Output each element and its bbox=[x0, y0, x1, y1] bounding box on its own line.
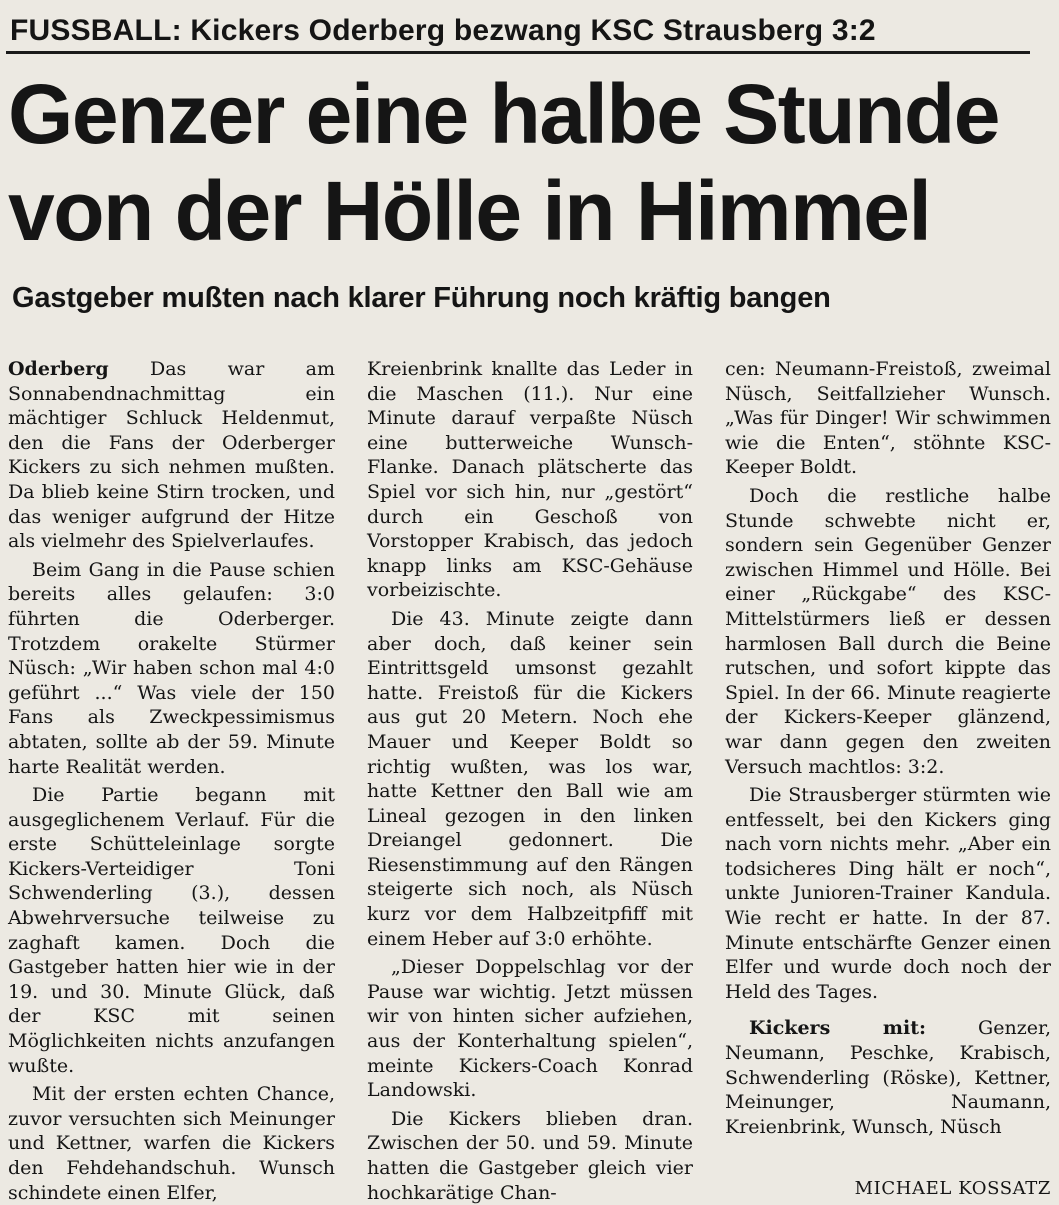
paragraph: cen: Neumann-Freistoß, zweimal Nüsch, Seitfallzieher Wunsch. „Was für Dinger! Wir schwimmen wie die Enten“, stöhnte KSC-Keeper Boldt. bbox=[725, 358, 1051, 479]
article-subheadline: Gastgeber mußten nach klarer Führung noch kräftig bangen bbox=[12, 282, 831, 314]
paragraph bbox=[8, 357, 335, 554]
paragraph: Die 43. Minute zeigte dann aber doch, daß keiner sein Eintrittsgeld umsonst gezahlt hatte. Freistoß für die Kickers aus gut 20 Metern. Noch ehe Mauer und Keeper Boldt so richtig wußten, was los war, hatte Kettner den Ball wie am Lineal gezogen in den linken Dreiangel gedonnert. Die Riesenstimmung auf den Rängen steigerte sich noch, als Nüsch kurz vor dem Halbzeitpfiff mit einem Heber auf 3:0 erhöhte. bbox=[367, 607, 693, 950]
text-column-2 bbox=[367, 357, 693, 1205]
paragraph: Die Strausberger stürmten wie entfesselt, bei den Kickers ging nach vorn nichts mehr. „Aber ein todsicheres Ding hält er noch“, unkte Junioren-Trainer Kandula. Wie recht er hatte. In der 87. Minute entschärfte Genzer einen Elfer und wurde doch noch der Held des Tages. bbox=[725, 784, 1051, 1003]
article-headline bbox=[8, 66, 1058, 260]
paragraph: Die Partie begann mit ausgeglichenem Verlauf. Für die erste Schütteleinlage sorgte Kickers-Verteidiger Toni Schwenderling (3.), dessen Abwehrversuche teilweise zu zaghaft kamen. Doch die Gastgeber hatten hier wie in der 19. und 30. Minute Glück, daß der KSC mit seinen Möglichkeiten nichts anzufangen wußte. bbox=[8, 784, 335, 1077]
lineup-text: Genzer, Neumann, Peschke, Krabisch, Schwenderling (Röske), Kettner, Meinunger, Naumann, Kreienbrink, Wunsch, Nüsch bbox=[725, 1017, 1051, 1138]
paragraph: Doch die restliche halbe Stunde schwebte nicht er, sondern sein Gegenüber Genzer zwischen Himmel und Hölle. Bei einer „Rückgabe“ des KSC-Mittelstürmers ließ er dessen harmlosen Ball durch die Beine rutschen, und sofort kippte das Spiel. In der 66. Minute reagierte der Kickers-Keeper glänzend, war dann gegen den zweiten Versuch machtlos: 3:2. bbox=[725, 484, 1051, 778]
headline-line-1: Genzer eine halbe Stunde bbox=[8, 67, 999, 161]
dateline: Oderberg bbox=[8, 358, 109, 380]
article-kicker: FUSSBALL: Kickers Oderberg bezwang KSC Strausberg 3:2 bbox=[10, 14, 876, 47]
paragraph: Die Kickers blieben dran. Zwischen der 50. und 59. Minute hatten die Gastgeber gleich vier hochkarätige Chan- bbox=[367, 1107, 693, 1204]
paragraph: „Dieser Doppelschlag vor der Pause war wichtig. Jetzt müssen wir von hinten sicher aufziehen, aus der Konterhaltung spielen“, meinte Kickers-Coach Konrad Landowski. bbox=[367, 956, 693, 1102]
kicker-divider bbox=[6, 51, 1030, 54]
lineup-label: Kickers mit: bbox=[749, 1017, 926, 1040]
paragraph-text: Das war am Sonnabendnachmittag ein mächtiger Schluck Heldenmut, den die Fans der Oderberger Kickers zu sich nehmen mußten. Da blieb keine Stirn trocken, und das weniger aufgrund der Hitze als vielmehr des Spielverlaufes. bbox=[8, 358, 335, 553]
paragraph: Mit der ersten echten Chance, zuvor versuchten sich Meinunger und Kettner, warfen die Kickers den Fehdehandschuh. Wunsch schindete einen Elfer, bbox=[8, 1083, 335, 1204]
paragraph: Beim Gang in die Pause schien bereits alles gelaufen: 3:0 führten die Oderberger. Trotzdem orakelte Stürmer Nüsch: „Wir haben schon mal 4:0 geführt ...“ Was viele der 150 Fans als Zweckpessimismus abtaten, sollte ab der 59. Minute harte Realität werden. bbox=[8, 558, 335, 778]
paragraph: Kreienbrink knallte das Leder in die Maschen (11.). Nur eine Minute darauf verpaßte Nüsch eine butterweiche Wunsch-Flanke. Danach plätscherte das Spiel vor sich hin, nur „gestört“ durch ein Geschoß von Vorstopper Krabisch, das jedoch knapp links am KSC-Gehäuse vorbeizischte. bbox=[367, 358, 693, 602]
headline-line-2: von der Hölle in Himmel bbox=[8, 164, 931, 258]
author-byline: MICHAEL KOSSATZ bbox=[854, 1178, 1051, 1199]
lineup-paragraph bbox=[725, 1016, 1051, 1139]
text-column-1 bbox=[8, 357, 335, 1205]
text-column-3 bbox=[725, 357, 1051, 1139]
